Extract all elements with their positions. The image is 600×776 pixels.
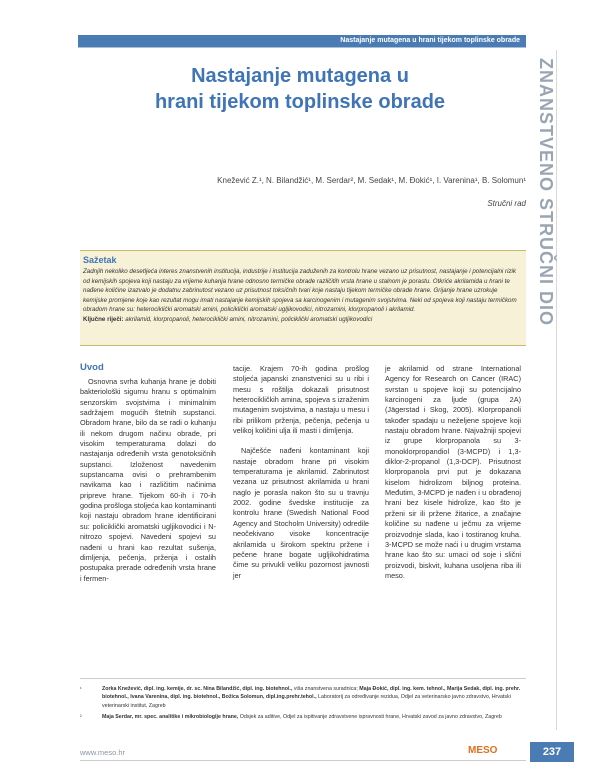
footer-url: www.meso.hr — [80, 748, 126, 757]
header-divider — [78, 47, 526, 48]
paper-type: Stručni rad — [487, 199, 526, 208]
abstract-keywords — [83, 315, 523, 325]
paragraph: Najčešće nađeni kontaminant koji nastaje obradom hrane pri visokim temperaturama je akrilamid. Zabrinutost vezana uz prisutnost akrilamida u hrani naglo je porasla nakon što su u travnju 2002. godine švedske institucije za kontrolu hrane (Swedish National Food Agency and Stocholm University) odredile neočekivano visoke koncentracije akrilamida u širokom spektru pržene i pečene hrane bogate ugljikohidratima čime su privukli veliku pozornost javnosti jer — [233, 446, 369, 580]
abstract-heading: Sažetak — [83, 255, 117, 265]
footnote-2 — [80, 713, 526, 721]
footnote-text: viša znanstvena suradnica; — [292, 686, 360, 692]
article-title — [100, 63, 500, 115]
footnote-authors: Maja Serdar, mr. spec. analitike i mikrobiologije hrane, — [102, 714, 239, 721]
body-column-1 — [80, 362, 216, 594]
body-column-3 — [385, 364, 521, 591]
footnote-authors-2: Maja Đokić, dipl. ing. kem. tehnol., Marija Sedak, dipl. ing. prehr. biotehnol., Ivana Varenina, dipl. ing. biotehnol., Božica Solomun, dipl.ing.prehr.tehol., — [102, 686, 521, 701]
footnote-text: Odsjek za aditive, Odjel za ispitivanje zdravstvene ispravnosti hrane, Hrvatski zavod za javno zdravstvo, Zagreb — [238, 714, 502, 721]
running-header-title: Nastajanje mutagena u hrani tijekom toplinske obrade — [340, 37, 520, 44]
body-column-2 — [233, 364, 369, 591]
keywords-label: Ključne riječi: — [83, 315, 124, 323]
author-list: Knežević Z.¹, N. Bilandžić¹, M. Serdar², M. Sedak¹, M. Đokić¹, I. Varenina¹, B. Solomun¹ — [217, 176, 526, 185]
footnote-text-2: Laboratorij za određivanje rezidua, Odjel za veterinarsko javno zdravstvo, Hrvatski veterinarski institut, Zagreb — [102, 694, 511, 709]
paragraph: je akrilamid od strane International Agency for Research on Cancer (IRAC) svrstan u spojeve koji su potencijalno karcinogeni za ljude (grupa 2A) (Jägerstad i Skog, 2005). Klorpropanoli također spadaju u neželjene spojeve koji nastaju obradom hrane. Najvažniji spojevi iz grupe klorpropanola su 3-monoklorpropandiol (3-MCPD) i 1,3-diklor-2-propanol (1,3-DCP). Prisutnost klorpropanola prvi put je dokazana kiselom hidrolizom biljnog proteina. Međutim, 3-MCPD je nađen i u obrađenoj hrani bez kisele hidrolize, kao što je prženi sir ili pržene žitarice, a značajne količine su nađene u ječmu za vrijeme proizvodnje slada, kao i tostiranog kruha. 3-MCPD se može naći i u drugim vrstama hrane kao što su: umaci od soje i slični proizvodi, biskvit, kuhana usoljena riba ili meso. — [385, 364, 521, 580]
footer-journal-name: MESO — [468, 745, 498, 756]
footnotes — [80, 685, 526, 725]
footer-divider — [80, 760, 526, 761]
paragraph: tacije. Krajem 70-ih godina prošlog stoljeća japanski znanstvenici su u ribi i mesu s roštilja dokazali prisutnost heterocikličkih amina, spojeva s izraženim mutagenim svojstvima, a nastaju u mesu i ribi prilikom prženja, pečenja, pečenja u velikoj količini ulja ili masti i dimljenja. — [233, 364, 369, 436]
footnote-1 — [80, 685, 526, 710]
side-divider — [556, 50, 557, 730]
footnote-mark: ² — [80, 714, 82, 721]
footnote-authors: Zorka Knežević, dipl. ing. kemije, dr. sc. Nina Bilandžić, dipl. ing. biotehnol., — [102, 686, 293, 692]
keywords-list: akrilamid, klorpropanoli, heterociklički amini, nitrozamini, policiklički aromatski ugljikovodici — [123, 315, 373, 323]
section-label-vertical: ZNANSTVENO STRUČNI DIO — [536, 58, 556, 327]
section-heading-uvod: Uvod — [80, 362, 104, 373]
title-line-1: Nastajanje mutagena u — [191, 65, 409, 87]
title-line-2: hrani tijekom toplinske obrade — [154, 91, 446, 113]
page-number: 237 — [530, 742, 574, 762]
abstract-text: Zadnjih nekoliko desetljeća interes znanstvenih institucija, industrije i institucija zaduženih za kontrolu hrane vezano uz prisutnost, nastajanje i potencijalni rizik od kemijskih spojeva koji nastaju za vrijeme kuhanja hrane odnosno termičke obrade različitih vrsta hrane u stalnom je porastu. Otkriće akrilamida u hrani te nađene količine izazvalo je dodatnu zabrinutost vezano uz prisutnost toksičnih tvari koje nastaju tijekom termičke obrade hrane. Grijanje hrane uzrokuje kemijske promjene koje kao rezultat mogu imati nastajanje kemijskih spojeva sa karcinogenim i mutagenim svojstvima. Neki od spojeva koji nastaju termičkom obradom hrane su: heterociklički aromatski amini, policiklički aromatski ugljikovodici, nitrozamini, klorpropanoli i akrilamid. — [83, 268, 517, 314]
running-header-bar — [78, 35, 526, 47]
abstract-box — [80, 250, 526, 346]
footnote-mark: ¹ — [80, 686, 82, 692]
footnote-divider — [80, 678, 526, 679]
paragraph: Osnovna svrha kuhanja hrane je dobiti bakteriološki sigurnu hranu s optimalnim senzorskim svojstvima i minimalnim sadržajem mogućih štetnih supstanci. Obradom hrane, bilo da se radi o kuhanju ili nekom drugom načinu obrade, pri visokim temperaturama dolazi do nastajanja određenih vrsta genotoksičnih supstanci. Izloženost navedenim supstancama ovisi o prehrambenim navikama kao i različitim načinima pripreve hrane. Tijekom 60-ih i 70-ih godina prošloga stoljeća kao kontaminanti koji nastaju obradom hrane identificirani su: policiklički aromatski ugljikovodici i N-nitrozo spojevi. Navedeni spojevi su nađeni u hrani kao rezultat sušenja, dimljenja, pečenja, prženja i ostalih postupaka prerade određenih vrsta hrane i fermen- — [80, 377, 216, 583]
